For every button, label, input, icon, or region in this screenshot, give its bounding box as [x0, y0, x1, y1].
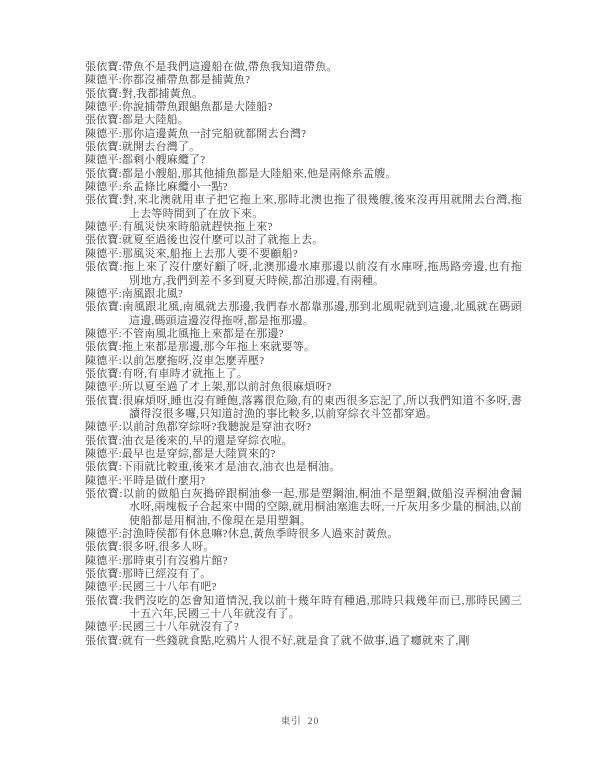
utterance-text: 對,我都捕黃魚。: [121, 87, 204, 100]
speaker-name: 張依寶: [85, 167, 119, 180]
speaker-colon: :: [118, 528, 122, 541]
speaker-colon: :: [118, 421, 122, 434]
utterance-text: 民國三十八年有吧?: [121, 581, 217, 594]
utterance-text: 有風災快來時船就趕快拖上來?: [121, 221, 273, 234]
dialogue-line: [85, 168, 522, 181]
dialogue-line: [85, 114, 522, 127]
utterance-text: 那時東引有沒鴉片館?: [121, 554, 228, 567]
utterance-text: 以前討魚都穿綜呀?我聽說是穿油衣呀?: [121, 421, 312, 434]
speaker-colon: :: [118, 634, 122, 647]
utterance-text: 都剩小艘麻纜了?: [121, 154, 206, 167]
dialogue-line: [85, 154, 522, 167]
dialogue-line: [85, 341, 522, 354]
utterance-text: 油衣是後來的,早的還是穿綜衣啦。: [121, 434, 293, 447]
speaker-name: 張依寶: [85, 367, 119, 380]
speaker-colon: :: [118, 621, 122, 634]
dialogue-line: [85, 288, 522, 301]
speaker-name: 陳德平: [85, 474, 119, 487]
speaker-colon: :: [118, 141, 122, 154]
dialogue-line: [85, 301, 522, 328]
utterance-text: 都是大陸船。: [121, 114, 190, 127]
dialogue-line: [85, 435, 522, 448]
speaker-colon: :: [118, 381, 122, 394]
speaker-name: 陳德平: [85, 127, 119, 140]
speaker-name: 張依寶: [85, 61, 119, 73]
speaker-colon: :: [119, 488, 123, 500]
speaker-name: 張依寶: [85, 87, 119, 100]
page-footer: [0, 716, 600, 728]
utterance-text: 很麻煩呀,睡也沒有睡飽,落霧很危險,有的東西很多忘記了,所以我們知道不多呀,書讀得沒很多囉,只知道討漁的事比較多,以前穿綜衣斗笠都穿過。: [122, 394, 522, 420]
speaker-name: 陳德平: [85, 287, 119, 300]
speaker-name: 張依寶: [85, 114, 119, 127]
speaker-colon: :: [118, 101, 122, 114]
dialogue-line: [85, 61, 522, 74]
speaker-colon: :: [118, 554, 122, 567]
speaker-name: 陳德平: [85, 354, 119, 367]
utterance-text: 就夏至過後也沒什麼可以討了就拖上去。: [121, 234, 324, 247]
utterance-text: 都是小艘船,那其他捕魚都是大陸船來,他是兩條糸孟艘。: [121, 167, 397, 180]
speaker-colon: :: [118, 127, 122, 140]
utterance-text: 以前怎麼拖呀,沒車怎麼弄壓?: [121, 354, 265, 367]
utterance-text: 你說捕帶魚跟鯧魚都是大陸船?: [121, 101, 273, 114]
dialogue-line: [85, 541, 522, 554]
speaker-name: 張依寶: [85, 341, 119, 354]
speaker-colon: :: [118, 181, 122, 194]
speaker-name: 張依寶: [85, 634, 119, 647]
dialogue-line: [85, 395, 522, 422]
speaker-name: 張依寶: [85, 568, 119, 581]
dialogue-line: [85, 635, 522, 648]
dialogue-line: [85, 221, 522, 234]
speaker-name: 張依寶: [85, 434, 119, 447]
footer-page-number: 20: [307, 717, 320, 727]
speaker-name: 張依寶: [85, 141, 119, 154]
dialogue-line: [85, 128, 522, 141]
dialogue-line: [85, 101, 522, 114]
dialogue-line: [85, 528, 522, 541]
speaker-colon: :: [118, 74, 122, 87]
dialogue-line: [85, 595, 522, 622]
speaker-colon: :: [118, 474, 122, 487]
utterance-text: 討漁時侯都有休息嘛?休息,黃魚季時很多人過來討黃魚。: [121, 528, 399, 541]
utterance-text: 就開去台灣了。: [121, 141, 201, 154]
utterance-text: 那時已經沒有了。: [121, 568, 212, 581]
speaker-name: 張依寶: [85, 234, 119, 247]
speaker-name: 陳德平: [85, 381, 119, 394]
utterance-text: 有呀,有車時才就拖上了。: [121, 367, 249, 380]
dialogue-line: [85, 368, 522, 381]
speaker-name: 張依寶: [85, 541, 119, 554]
speaker-name: 張依寶: [85, 394, 119, 407]
speaker-colon: :: [118, 114, 122, 127]
utterance-text: 下雨就比較重,後來才是油衣,油衣也是桐油。: [121, 461, 341, 474]
dialogue-line: [85, 581, 522, 594]
speaker-colon: :: [118, 541, 122, 554]
dialogue-line: [85, 181, 522, 194]
speaker-colon: :: [119, 594, 123, 607]
utterance-text: 拖上來了沒什麼好顧了呀,北澳那邊水庫那邊以前沒有水庫呀,拖馬路旁邊,也有拖別地方,我們到差不多到夏天時候,都泊那邊,有兩種。: [122, 261, 522, 287]
utterance-text: 南風跟北風,南風就去那邊,我們春水都靠那邊,那到北風呢就到這邊,北風就在碼頭這邊,碼頭這邊沒得拖呀,都是拖那邊。: [122, 301, 522, 327]
speaker-name: 陳德平: [85, 421, 119, 434]
dialogue-line: [85, 74, 522, 87]
dialogue-line: [85, 621, 522, 634]
speaker-name: 張依寶: [85, 594, 120, 607]
utterance-text: 民國三十八年就沒有了?: [121, 621, 239, 634]
speaker-name: 陳德平: [85, 221, 119, 234]
footer-section-label: 東引: [280, 717, 302, 727]
utterance-text: 你都沒補帶魚都是捕黃魚?: [121, 74, 251, 87]
speaker-name: 陳德平: [85, 621, 119, 634]
utterance-text: 平時是做什麼用?: [121, 474, 206, 487]
speaker-name: 張依寶: [85, 488, 120, 500]
transcript-body: [85, 61, 522, 648]
utterance-text: 以前的做船白灰搗碎跟桐油參一起,那是塑鋼油,桐油不是塑鋼,做船沒弄桐油會漏水呀,兩塊板子合起來中間的空隙,就用桐油塞進去呀,一斤灰用多少量的桐油,以前使船都是用桐油,不像現在是用塑鋼。: [122, 488, 522, 527]
speaker-colon: :: [118, 461, 122, 474]
dialogue-line: [85, 355, 522, 368]
speaker-colon: :: [118, 234, 122, 247]
dialogue-line: [85, 194, 522, 221]
speaker-colon: :: [118, 568, 122, 581]
speaker-colon: :: [118, 247, 122, 260]
dialogue-line: [85, 475, 522, 488]
dialogue-line: [85, 421, 522, 434]
speaker-name: 陳德平: [85, 447, 119, 460]
speaker-name: 張依寶: [85, 301, 120, 314]
dialogue-line: [85, 234, 522, 247]
speaker-name: 陳德平: [85, 74, 119, 87]
utterance-text: 那風災來,船拖上去那人要不要顧船?: [121, 247, 298, 260]
utterance-text: 我們沒吃的怎會知道情況,我以前十幾年時有種過,那時只栽幾年而已,那時民國三十五六年,民國三十八年就沒有了。: [122, 594, 522, 621]
speaker-colon: :: [119, 194, 123, 207]
utterance-text: 帶魚不是我們這邊船在做,帶魚我知道帶魚。: [121, 61, 338, 73]
speaker-name: 陳德平: [85, 528, 119, 541]
speaker-colon: :: [118, 394, 123, 407]
speaker-colon: :: [118, 87, 122, 100]
speaker-name: 陳德平: [85, 554, 119, 567]
utterance-text: 拖上來都是那邊,那今年拖上來就要等。: [121, 341, 316, 354]
dialogue-line: [85, 328, 522, 341]
dialogue-line: [85, 448, 522, 461]
speaker-colon: :: [118, 61, 122, 73]
utterance-text: 不管南風北風拖上來都是在那邊?: [121, 327, 284, 340]
dialogue-line: [85, 381, 522, 394]
dialogue-line: [85, 248, 522, 261]
speaker-colon: :: [118, 354, 122, 367]
utterance-text: 那你這邊黃魚一討完船就都開去台灣?: [121, 127, 307, 140]
speaker-colon: :: [118, 167, 122, 180]
speaker-name: 陳德平: [85, 327, 119, 340]
speaker-colon: :: [118, 434, 122, 447]
dialogue-line: [85, 88, 522, 101]
speaker-name: 陳德平: [85, 247, 119, 260]
speaker-colon: :: [118, 327, 122, 340]
speaker-name: 張依寶: [85, 261, 120, 274]
utterance-text: 就有一些錢就食點,吃鴉片人很不好,就是食了就不做事,過了癮就來了,剛: [121, 634, 470, 647]
dialogue-line: [85, 461, 522, 474]
dialogue-line: [85, 141, 522, 154]
speaker-colon: :: [118, 287, 122, 300]
speaker-name: 陳德平: [85, 101, 119, 114]
speaker-name: 陳德平: [85, 154, 119, 167]
speaker-name: 陳德平: [85, 181, 119, 194]
utterance-text: 最早也是穿綜,都是大陸買來的?: [121, 447, 276, 460]
utterance-text: 很多呀,很多人呀。: [121, 541, 215, 554]
dialogue-line: [85, 555, 522, 568]
speaker-colon: :: [118, 341, 122, 354]
utterance-text: 所以夏至過了才上架,那以前討魚很麻煩呀?: [121, 381, 332, 394]
speaker-name: 張依寶: [85, 461, 119, 474]
speaker-colon: :: [118, 154, 122, 167]
speaker-colon: :: [118, 581, 122, 594]
speaker-colon: :: [119, 301, 123, 314]
utterance-text: 對,來北澳就用車子把它拖上來,那時北澳也拖了很幾艘,後來沒再用就開去台灣,拖上去等時間到了在放下來。: [122, 194, 522, 220]
utterance-text: 南風跟北風?: [121, 287, 183, 300]
speaker-colon: :: [118, 367, 122, 380]
speaker-colon: :: [119, 261, 123, 274]
utterance-text: 糸孟條比麻纜小一點?: [121, 181, 228, 194]
speaker-name: 張依寶: [85, 194, 120, 207]
dialogue-line: [85, 261, 522, 288]
speaker-colon: :: [118, 447, 122, 460]
dialogue-line: [85, 488, 522, 528]
dialogue-line: [85, 568, 522, 581]
speaker-name: 陳德平: [85, 581, 119, 594]
speaker-colon: :: [118, 221, 122, 234]
